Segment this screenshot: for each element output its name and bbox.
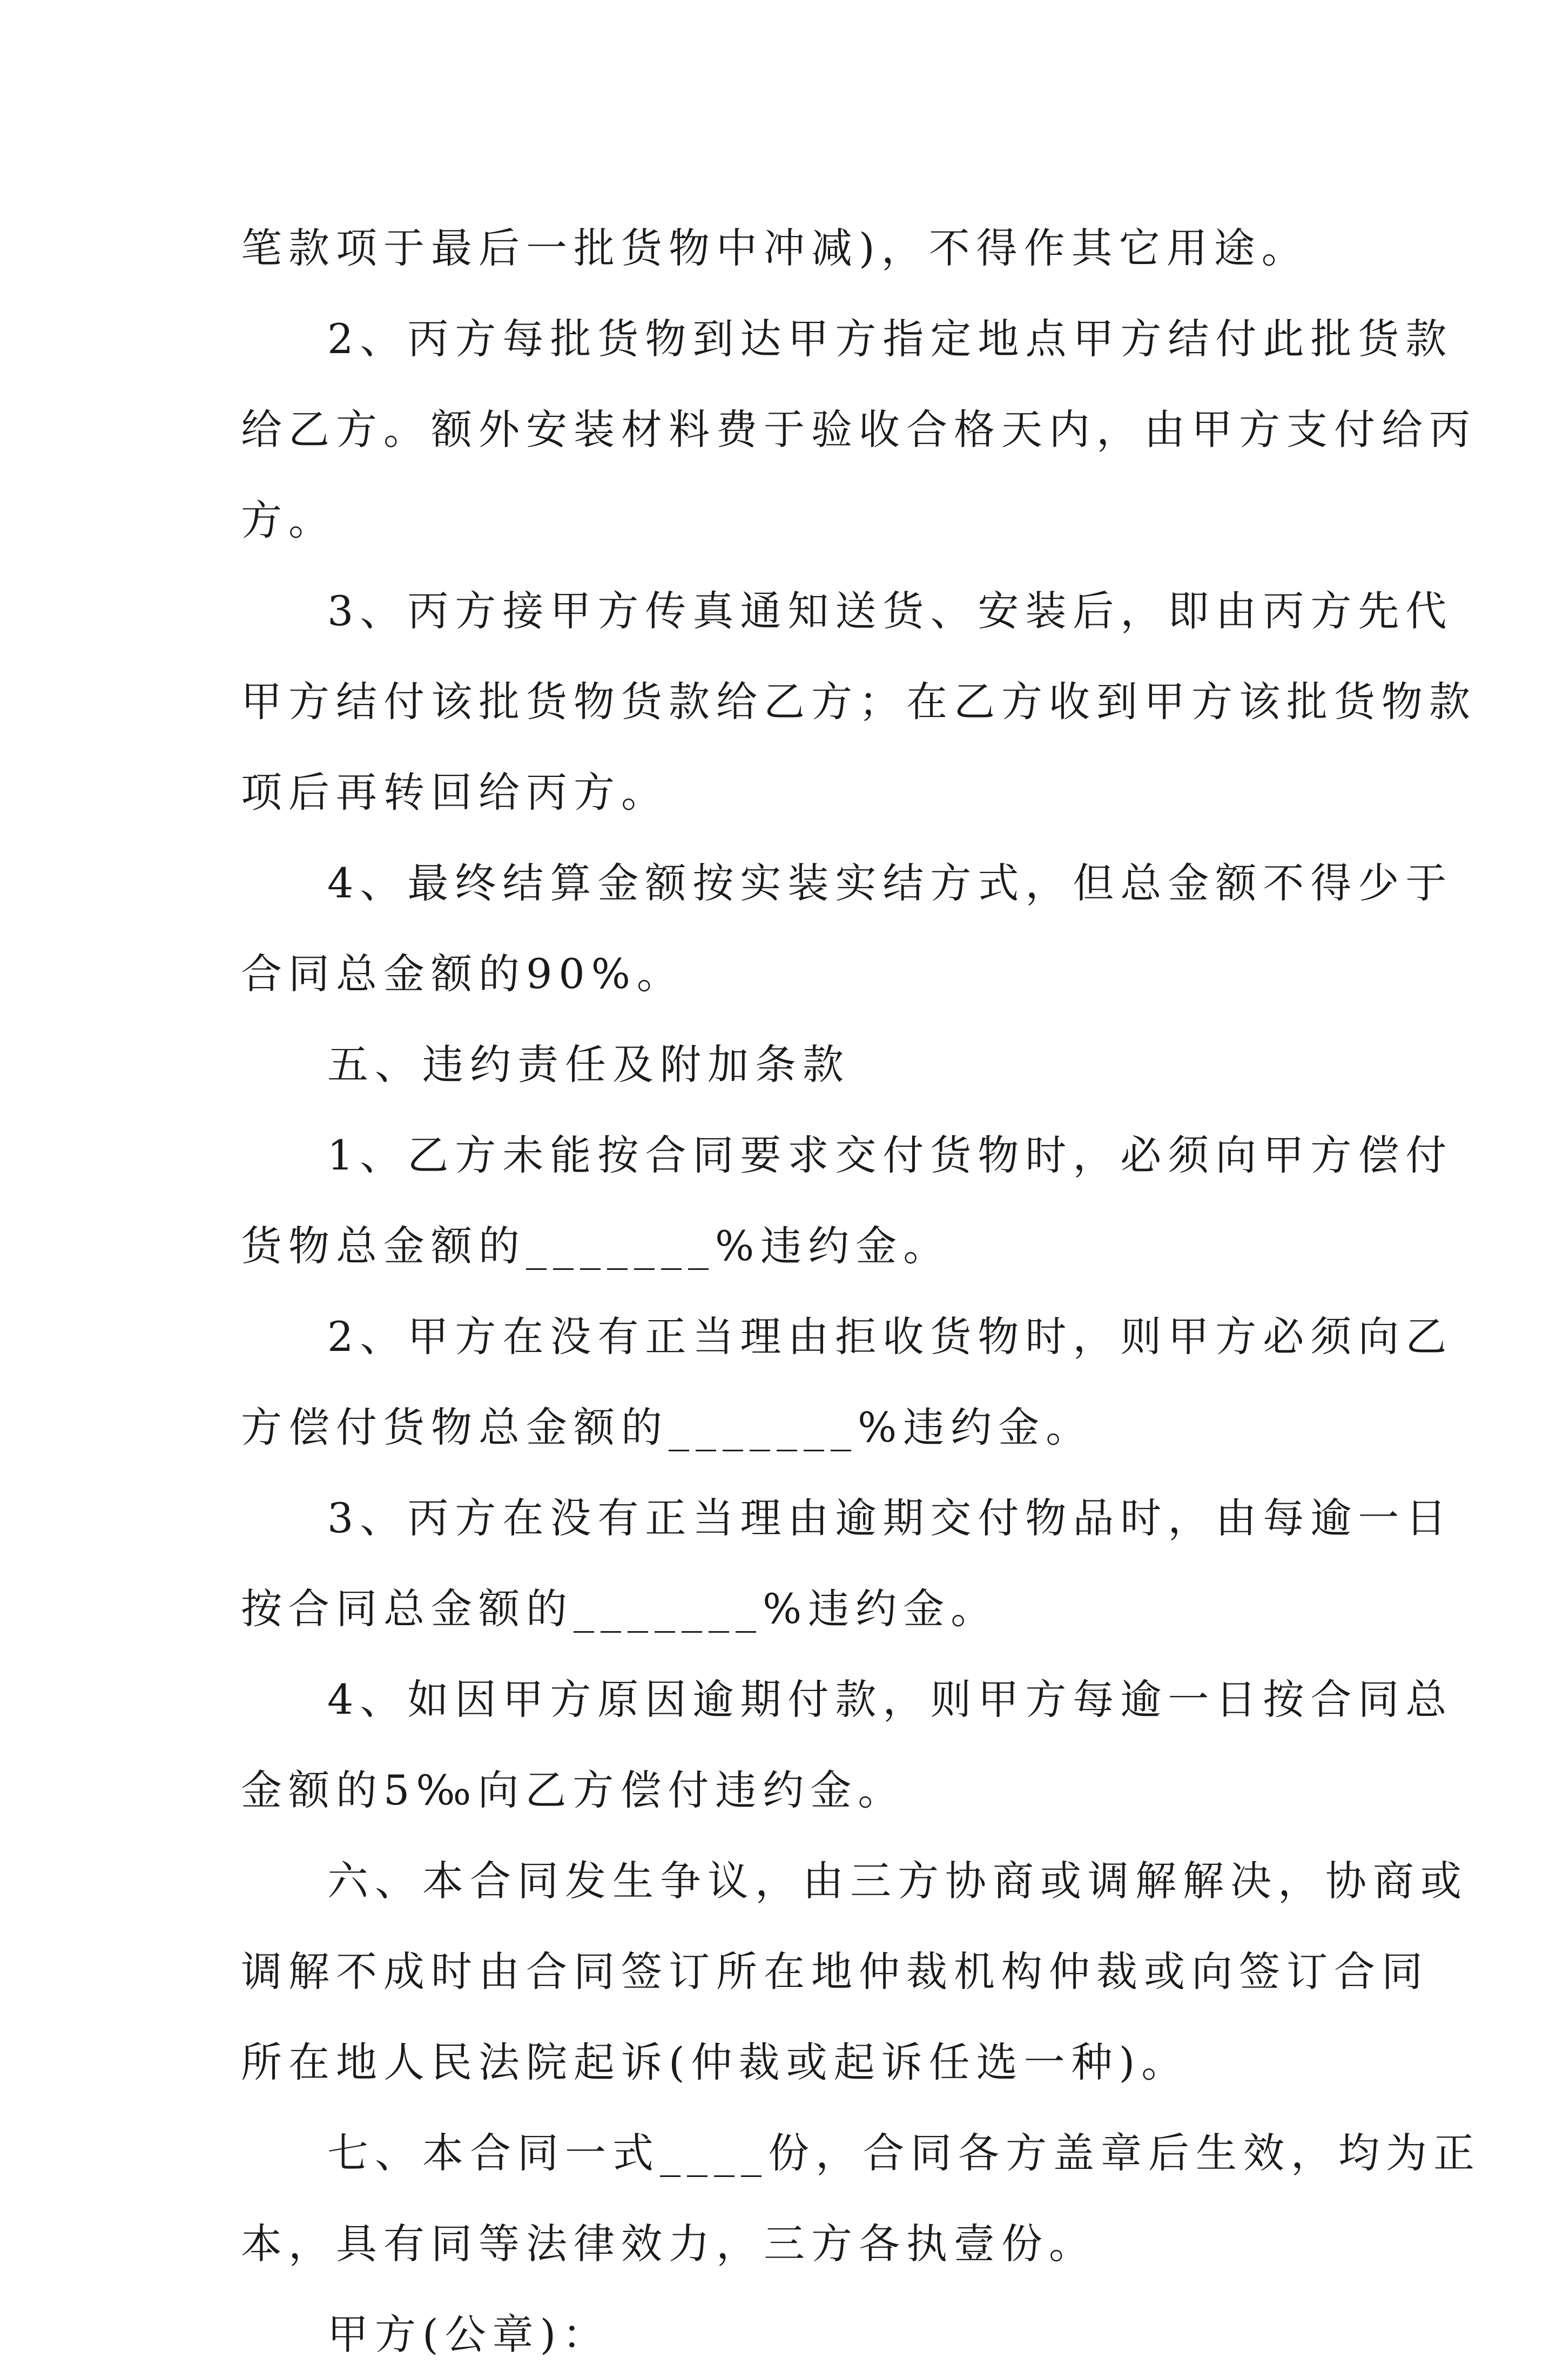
text-line: 甲方结付该批货物货款给乙方；在乙方收到甲方该批货物款 — [241, 678, 1477, 726]
text-line: 3、丙方在没有正当理由逾期交付物品时，由每逾一日 — [327, 1494, 1453, 1542]
document-body — [241, 203, 1481, 2380]
text-line: 六、本合同发生争议，由三方协商或调解解决，协商或 — [327, 1857, 1468, 1905]
text-line: 七、本合同一式____份，合同各方盖章后生效，均为正 — [327, 2129, 1481, 2177]
text-line: 所在地人民法院起诉(仲裁或起诉任选一种)。 — [241, 2038, 1189, 2086]
text-line: 给乙方。额外安装材料费于验收合格天内，由甲方支付给丙 — [241, 405, 1477, 454]
text-line: 2、甲方在没有正当理由拒收货物时，则甲方必须向乙 — [327, 1313, 1453, 1361]
text-line: 合同总金额的90%。 — [241, 950, 684, 998]
text-line: 1、乙方未能按合同要求交付货物时，必须向甲方偿付 — [327, 1131, 1453, 1179]
text-line: 金额的5‰向乙方偿付违约金。 — [241, 1766, 906, 1814]
text-line: 4、最终结算金额按实装实结方式，但总金额不得少于 — [327, 859, 1453, 907]
text-line: 本，具有同等法律效力，三方各执壹份。 — [241, 2220, 1096, 2268]
text-line: 调解不成时由合同签订所在地仲裁机构仲裁或向签订合同 — [241, 1948, 1429, 1996]
text-line: 2、丙方每批货物到达甲方指定地点甲方结付此批货款 — [327, 315, 1453, 363]
text-line: 4、如因甲方原因逾期付款，则甲方每逾一日按合同总 — [327, 1675, 1453, 1723]
text-line: 按合同总金额的_______%违约金。 — [241, 1585, 999, 1633]
section-heading: 五、违约责任及附加条款 — [327, 1040, 850, 1088]
signature-label-party-a: 甲方(公章)： — [327, 2310, 610, 2358]
text-line: 3、丙方接甲方传真通知送货、安装后，即由丙方先代 — [327, 587, 1453, 635]
text-line: 方偿付货物总金额的_______%违约金。 — [241, 1403, 1094, 1451]
text-line: 笔款项于最后一批货物中冲减)，不得作其它用途。 — [241, 224, 1309, 272]
text-line: 货物总金额的_______%违约金。 — [241, 1222, 951, 1270]
text-line: 项后再转回给丙方。 — [241, 768, 669, 816]
text-line: 方。 — [241, 496, 336, 544]
